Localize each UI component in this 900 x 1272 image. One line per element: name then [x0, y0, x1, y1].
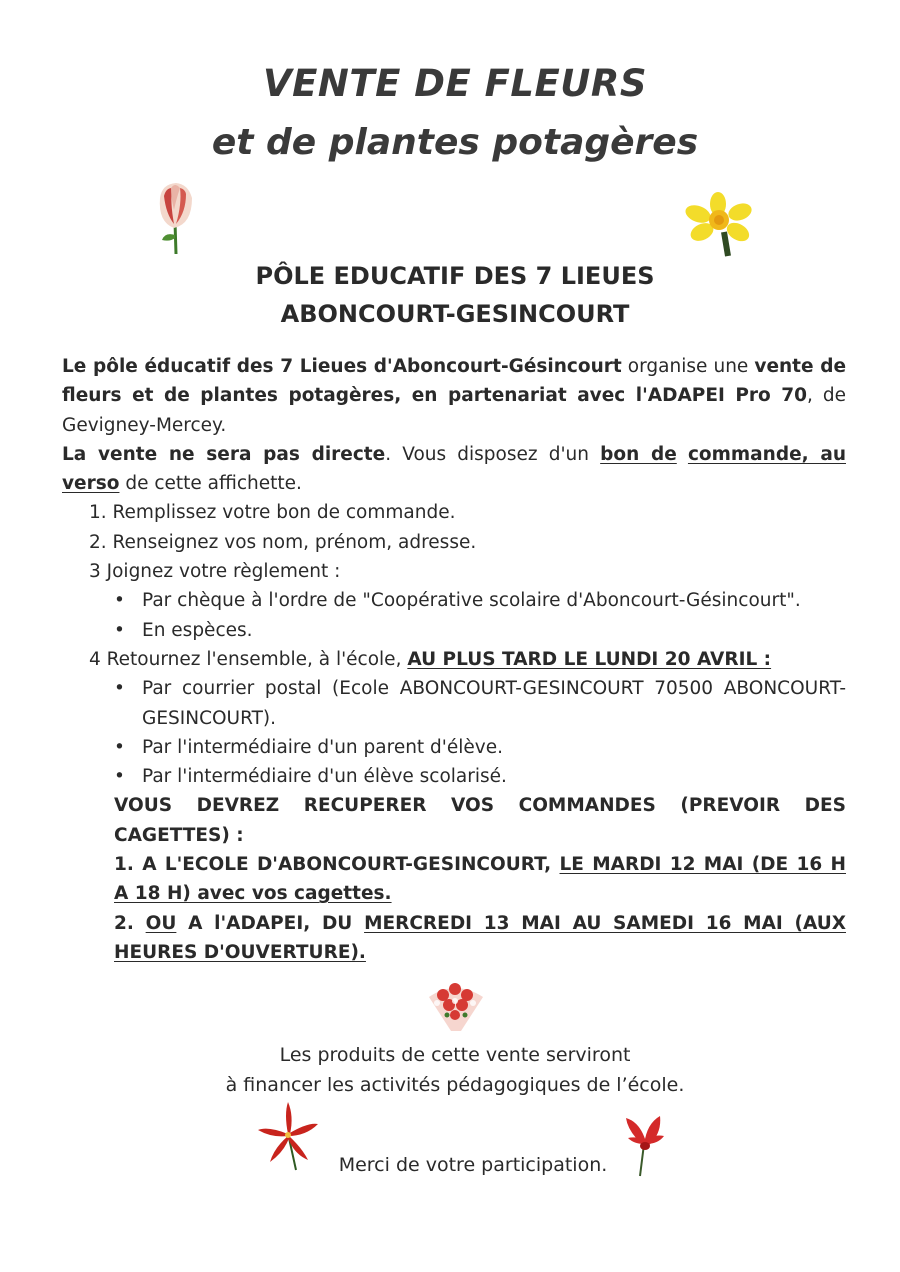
bullet-icon: •: [114, 678, 125, 700]
pickup-heading: VOUS DEVREZ RECUPERER VOS COMMANDES (PREVOIR DES CAGETTES) :: [114, 795, 846, 846]
intro-sale-description: vente de fleurs et de plantes potagères, en partenariat avec l'ADAPEI Pro 70: [62, 356, 846, 407]
deadline: AU PLUS TARD LE LUNDI 20 AVRIL :: [407, 648, 772, 670]
list-item: • En espèces.: [62, 616, 846, 645]
pickup-option-1: 1. A L'ECOLE D'ABONCOURT-GESINCOURT, LE MARDI 12 MAI (DE 16 H A 18 H) avec vos cagettes.: [114, 854, 846, 905]
step-4: 4 Retournez l'ensemble, à l'école, AU PLUS TARD LE LUNDI 20 AVRIL :: [89, 648, 772, 670]
bullet-icon: •: [114, 590, 125, 612]
intro-organizer: Le pôle éducatif des 7 Lieues d'Aboncourt-Gésincourt: [62, 356, 622, 377]
page-title: VENTE DE FLEURS: [263, 62, 647, 105]
list-item: • Par courrier postal (Ecole ABONCOURT-GESINCOURT 70500 ABONCOURT-GESINCOURT).: [62, 674, 846, 733]
red-bouquet-icon: [425, 975, 487, 1033]
page-subtitle: et de plantes potagères: [211, 122, 699, 163]
school-location: ABONCOURT-GESINCOURT: [280, 300, 630, 328]
list-item: • Par l'intermédiaire d'un parent d'élève.: [62, 733, 846, 762]
list-item: • Par chèque à l'ordre de "Coopérative scolaire d'Aboncourt-Gésincourt".: [62, 586, 846, 615]
step-1: 1. Remplissez votre bon de commande.: [89, 502, 456, 524]
bullet-icon: •: [114, 619, 125, 641]
footer-line-1: Les produits de cette vente serviront: [279, 1044, 631, 1066]
list-item: • Par l'intermédiaire d'un élève scolarisé.: [62, 762, 846, 791]
yellow-daffodil-icon: [682, 192, 756, 258]
step-2: 2. Renseignez vos nom, prénom, adresse.: [89, 531, 477, 553]
step-3: 3 Joignez votre règlement :: [89, 561, 341, 583]
main-text: [62, 352, 846, 967]
rose-bud-icon: [150, 180, 200, 256]
thanks-message: Merci de votre participation.: [338, 1154, 608, 1176]
footer-line-2: à financer les activités pédagogiques de l’école.: [225, 1074, 685, 1096]
bullet-icon: •: [114, 766, 125, 788]
school-name: PÔLE EDUCATIF DES 7 LIEUES: [255, 262, 655, 290]
red-cyclamen-icon: [620, 1114, 668, 1178]
order-form-paragraph: La vente ne sera pas directe. Vous disposez d'un bon de commande, au verso de cette affichette.: [62, 443, 846, 495]
bullet-icon: •: [114, 736, 125, 758]
intro-paragraph: Le pôle éducatif des 7 Lieues d'Aboncourt-Gésincourt organise une vente de fleurs et de plantes potagères, en partenariat avec l'ADAPEI Pro 70, de Gevigney-Mercey.: [62, 356, 846, 436]
pickup-option-2: 2. OU A l'ADAPEI, DU MERCREDI 13 MAI AU SAMEDI 16 MAI (AUX HEURES D'OUVERTURE).: [114, 912, 846, 963]
